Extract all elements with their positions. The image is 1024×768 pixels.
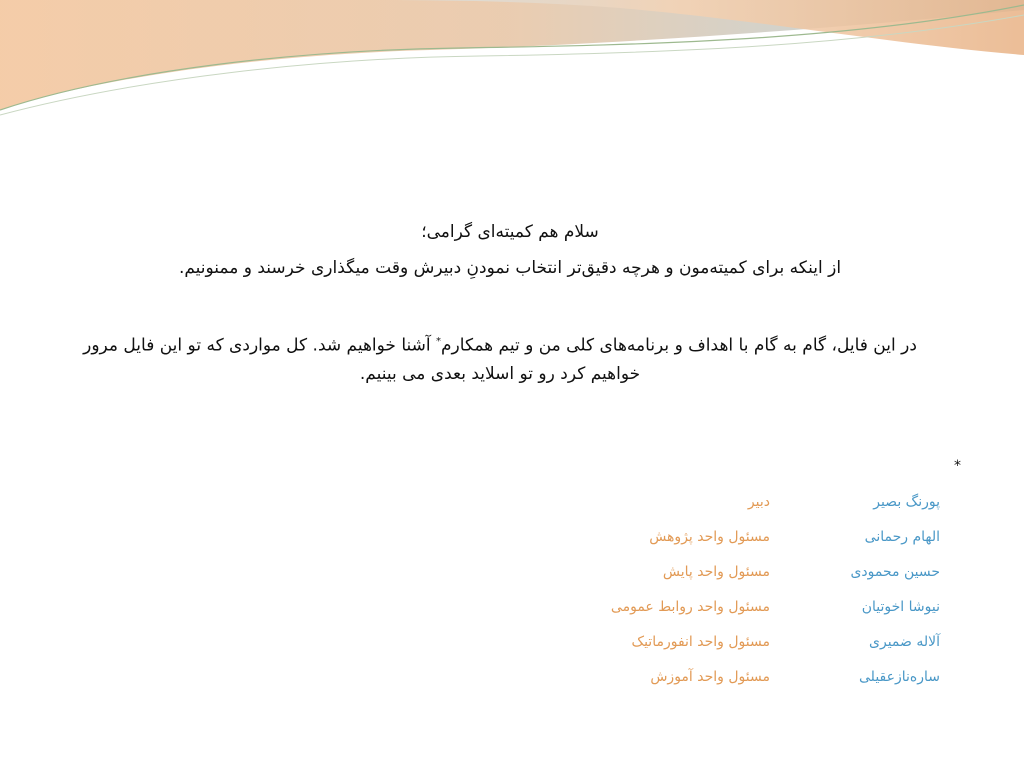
member-role: مسئول واحد پژوهش <box>649 528 770 545</box>
footnote-marker: * <box>954 458 961 474</box>
member-role: مسئول واحد انفورماتیک <box>631 633 770 650</box>
thanks-text: از اینکه برای کمیته‌مون و هرچه دقیق‌تر انتخاب نمودنِ دبیرش وقت میگذاری خرسند و ممنونیم. <box>178 258 842 278</box>
member-role: مسئول واحد روابط عمومی <box>610 598 770 615</box>
member-role: مسئول واحد پایش <box>662 563 770 580</box>
intro-part-2: آشنا خواهیم شد. کل مواردی که تو این فایل مرور خواهیم کرد رو تو اسلاید بعدی می بینیم. <box>83 335 641 384</box>
team-member-row <box>560 519 940 554</box>
team-member-row <box>560 624 940 659</box>
team-member-row <box>560 554 940 589</box>
member-name: الهام رحمانی <box>864 528 940 545</box>
member-role: دبیر <box>747 493 770 510</box>
member-name: پورنگ بصیر <box>873 493 940 510</box>
greeting-text: سلام هم کمیته‌ای گرامی؛ <box>421 222 599 242</box>
header-wave-decoration <box>0 0 1024 140</box>
team-member-row <box>560 484 940 519</box>
team-member-row <box>560 589 940 624</box>
intro-paragraph <box>60 328 940 388</box>
member-role: مسئول واحد آموزش <box>650 668 770 685</box>
team-list <box>560 484 940 694</box>
member-name: آلاله ضمیری <box>869 633 940 650</box>
member-name: ساره‌نازعقیلی <box>859 668 940 685</box>
intro-part-1: در این فایل، گام به گام با اهداف و برنامه‌های کلی من و تیم همکارم <box>441 335 917 356</box>
team-member-row <box>560 659 940 694</box>
member-name: حسین محمودی <box>850 563 940 580</box>
member-name: نیوشا اخوتیان <box>861 598 940 615</box>
intro-footnote-mark: * <box>436 336 442 347</box>
